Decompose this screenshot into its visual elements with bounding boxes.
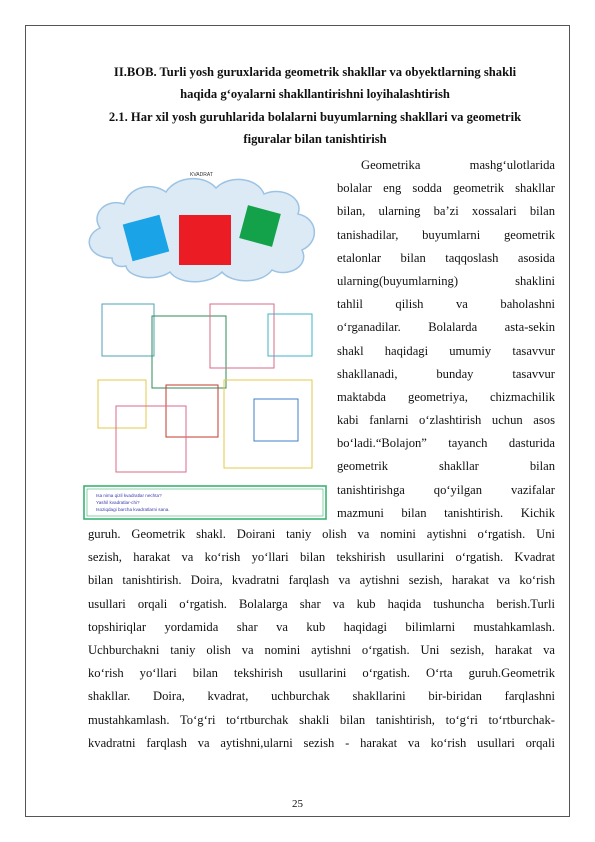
task-note-box <box>84 486 326 519</box>
paragraph-line: guruh. Geometrik shakl. Doirani taniy olish va nomini aytishni o‘rgatish. Uni <box>88 527 555 541</box>
paragraph-line: mazmuni bilan tanishtirish. Kichik <box>337 505 555 520</box>
outline-square-yellow-small <box>98 380 146 428</box>
paragraph-line: tahlil qilish va baholashni <box>337 297 555 312</box>
paragraph-line: bilan tanishtirish. Doira, kvadratni farqlash va aytishni sezish, harakat va ko‘rish <box>88 573 555 588</box>
paragraph-line: ularning(buyumlarning) shaklini <box>337 273 555 288</box>
paragraph-line: o‘rganadilar. Bolalarda asta-sekin <box>337 320 555 335</box>
outline-square-green <box>152 316 226 388</box>
outline-square-yellow-large <box>224 380 312 468</box>
paragraph-line: geometrik shakllar bilan <box>337 459 555 474</box>
paragraph-line: Uchburchakni taniy olish va nomini aytishni o‘rgatish. Uni sezish, harakat va <box>88 642 555 657</box>
text-column-right <box>337 154 555 525</box>
chapter-heading <box>80 61 550 105</box>
outline-square-red <box>166 385 218 437</box>
page-number: 25 <box>292 798 303 810</box>
outline-square-pink <box>210 304 274 368</box>
paragraph-line: mustahkamlash. To‘g‘ri to‘rtburchak shakli bilan tanishtirish, to‘g‘ri to‘rtburchak- <box>88 712 555 727</box>
paragraph-line: ko‘rish yo‘llari bilan tekshirish usullarini o‘rgatish. O‘rta guruh.Geometrik <box>88 666 555 681</box>
paragraph-line: shakllar. Doira, kvadrat, uchburchak shakllarini bir-biridan farqlashni <box>88 689 555 704</box>
paragraph-line: bilan, ularning ba’zi xossalari bilan <box>337 204 555 219</box>
section-heading-line-1: 2.1. Har xil yosh guruhlarida bolalarni buyumlarning shakllari va geometrik <box>108 110 522 124</box>
outline-square-rose <box>116 406 186 472</box>
paragraph-line: bolalar eng sodda geometrik shakllar <box>337 181 555 196</box>
paragraph-line: topshiriqlar yordamida shar va kub haqidagi bilimlarni mustahkamlash. <box>88 619 555 634</box>
paragraph-line: Geometrika mashg‘ulotlarida <box>361 158 555 172</box>
cloud-label: KVADRAT <box>190 172 213 178</box>
chapter-heading-line-1: II.BOB. Turli yosh guruxlarida geometrik shakllar va obyektlarning shakli <box>113 65 517 79</box>
section-heading <box>78 106 552 150</box>
text-body-full-width <box>88 523 555 755</box>
paragraph-line: bo‘ladi.“Bolajon” tayanch dasturida <box>337 436 555 451</box>
task-note-line-2: Yashil kvadratlar-chi? <box>96 500 140 505</box>
paragraph-line: kvadratni farqlash va aytishni,ularni sezish - harakat va ko‘rish usullari orqali <box>88 735 555 750</box>
paragraph-line: tanishtirishga qo‘yilgan vazifalar <box>337 482 555 497</box>
paragraph-line: sezish, harakat va ko‘rish yo‘llari bilan tekshirish usullarini o‘rgatish. Kvadrat <box>88 550 555 565</box>
paragraph-line: tanishadilar, buyumlarni geometrik <box>337 227 555 242</box>
paragraph-line: shakllanadi, bunday tasavvur <box>337 366 555 381</box>
paragraph-line: usullari orqali o‘rgatish. Bolalarga shar va kub haqida tushuncha berish.Turli <box>88 596 555 611</box>
section-heading-line-2: figuralar bilan tanishtirish <box>243 132 387 146</box>
red-square <box>179 215 231 265</box>
paragraph-line: shakl haqidagi umumiy tasavvur <box>337 343 555 358</box>
paragraph-line: kabi fanlarni o‘zlashtirish uchun asos <box>337 413 555 428</box>
outline-square-teal <box>102 304 154 356</box>
paragraph-line: maktabda geometriya, chizmachilik <box>337 389 555 404</box>
task-note-line-3: Isoziqdagi barcha kvadratlarni sana. <box>96 507 170 512</box>
outline-square-cyan <box>268 314 312 356</box>
squares-illustration <box>82 158 328 520</box>
outline-square-blue-small <box>254 399 298 441</box>
paragraph-line: etalonlar bilan taqqoslash asosida <box>337 250 555 265</box>
task-note-line-1: Isa nima qizil kvadratlar nechta? <box>96 493 162 498</box>
chapter-heading-line-2: haqida g‘oyalarni shakllantirishni loyihalashtirish <box>180 87 450 101</box>
